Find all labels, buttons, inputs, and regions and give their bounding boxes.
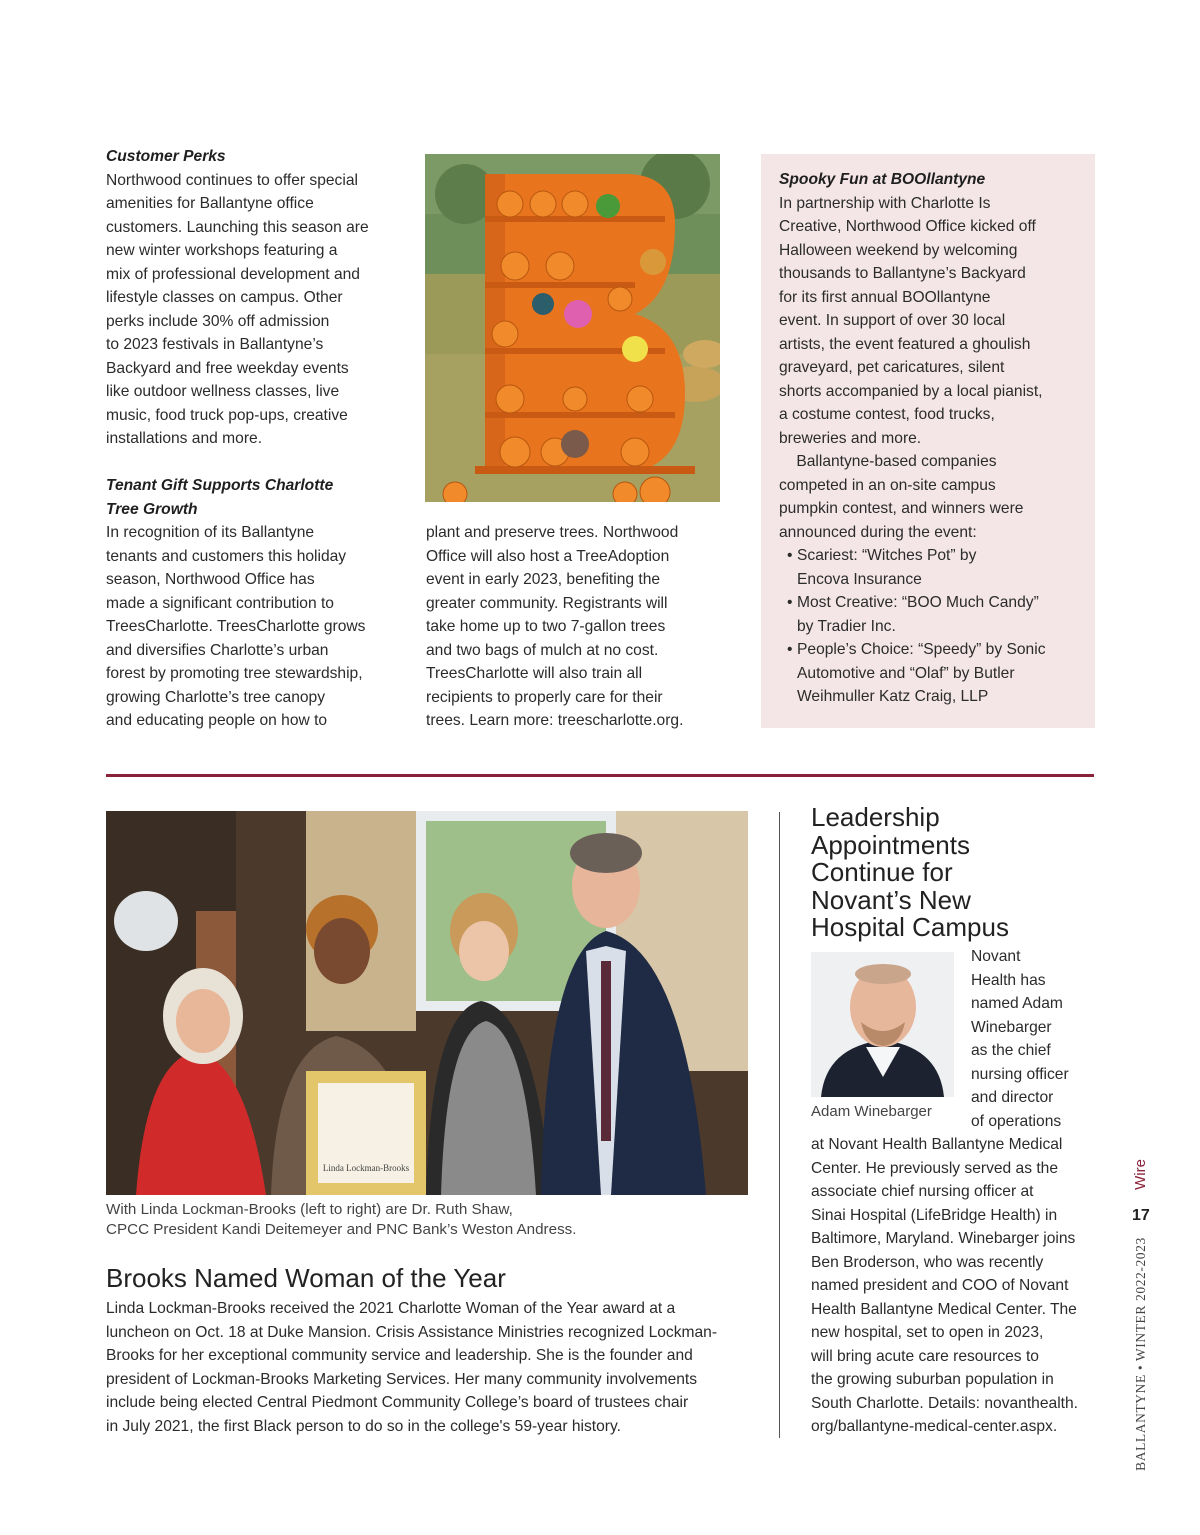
novant-side-lines — [971, 945, 1096, 1133]
page-number: 17 — [1132, 1207, 1150, 1224]
customer-perks-heading: Customer Perks — [106, 148, 226, 165]
novant-headline-lines — [811, 804, 1071, 942]
text-line: luncheon on Oct. 18 at Duke Mansion. Crisis Assistance Ministries recognized Lockman- — [106, 1323, 718, 1341]
text-line: Northwood continues to offer special — [106, 171, 358, 189]
text-line: amenities for Ballantyne office — [106, 195, 314, 212]
text-line: Continue for — [811, 857, 953, 887]
text-line: take home up to two 7-gallon trees — [426, 618, 666, 635]
text-line: in July 2021, the first Black person to do so in the college's 59-year history. — [106, 1417, 621, 1435]
text-line: Hospital Campus — [811, 912, 1009, 942]
text-line: Novant — [971, 948, 1021, 965]
text-line: greater community. Registrants will — [426, 594, 668, 612]
text-line: new winter workshops featuring a — [106, 242, 338, 259]
text-line: installations and more. — [106, 430, 263, 447]
text-line: Halloween weekend by welcoming — [779, 241, 1018, 259]
tenant-gift-body-continued — [426, 521, 726, 733]
text-line: pumpkin contest, and winners were — [779, 500, 1024, 517]
section-label-text: Wire — [1131, 1159, 1149, 1190]
text-line: Appointments — [811, 829, 970, 860]
text-line: made a significant contribution to — [106, 594, 334, 612]
text-line: customers. Launching this season are — [106, 218, 369, 236]
publication-name: BALLANTYNE — [1133, 1374, 1148, 1471]
column-2 — [426, 521, 726, 733]
novant-headline — [811, 804, 1071, 942]
text-line: nursing officer — [971, 1065, 1069, 1083]
text-line: In recognition of its Ballantyne — [106, 524, 315, 541]
text-line: tenants and customers this holiday — [106, 547, 347, 565]
text-line: growing Charlotte’s tree canopy — [106, 688, 326, 706]
boollantyne-body — [779, 192, 1089, 451]
novant-side-text — [971, 945, 1096, 1133]
brooks-headline: Brooks Named Woman of the Year — [106, 1263, 506, 1293]
text-line: Center. He previously served as the — [811, 1159, 1059, 1177]
pumpkin-b-illustration — [425, 154, 720, 502]
text-line: breweries and more. — [779, 429, 922, 447]
text-line: artists, the event featured a ghoulish — [779, 335, 1031, 353]
text-line: graveyard, pet caricatures, silent — [779, 359, 1005, 376]
novant-body-lines — [811, 1133, 1101, 1439]
text-line: for its first annual BOOllantyne — [779, 288, 991, 306]
plaque-text: Linda Lockman-Brooks — [322, 1163, 410, 1173]
issue-date: WINTER 2022-2023 — [1133, 1237, 1148, 1362]
column-divider — [779, 812, 780, 1438]
text-line: announced during the event: — [779, 523, 977, 541]
text-line: Winebarger — [971, 1018, 1052, 1036]
text-line: Novant’s New — [811, 884, 971, 915]
brooks-body — [106, 1297, 766, 1438]
contest-winner-item — [779, 638, 1089, 709]
text-line: Creative, Northwood Office kicked off — [779, 218, 1036, 235]
text-line: and two bags of mulch at no cost. — [426, 641, 659, 659]
text-line: to 2023 festivals in Ballantyne’s — [106, 336, 324, 353]
contest-winner-item — [779, 591, 1089, 638]
text-line: and director — [971, 1089, 1054, 1106]
text-line: thousands to Ballantyne’s Backyard — [779, 265, 1026, 282]
winner-line: • People’s Choice: “Speedy” by Sonic — [797, 641, 1046, 658]
text-line: at Novant Health Ballantyne Medical — [811, 1136, 1063, 1153]
text-line: and educating people on how to — [106, 712, 328, 729]
text-line: named Adam — [971, 995, 1063, 1012]
contest-winners-list — [779, 544, 1089, 709]
text-line: Sinai Hospital (LifeBridge Health) in — [811, 1206, 1058, 1224]
caption-line-1: With Linda Lockman-Brooks (left to right) are Dr. Ruth Shaw, — [106, 1201, 513, 1218]
text-line: music, food truck pop-ups, creative — [106, 406, 348, 424]
text-line: recipients to properly care for their — [426, 688, 663, 706]
text-line: president of Lockman-Brooks Marketing Services. Her many community involvements — [106, 1370, 698, 1388]
text-line: named president and COO of Novant — [811, 1277, 1069, 1294]
pumpkin-b-photo — [425, 154, 720, 502]
section-label — [1131, 1158, 1153, 1192]
text-line: and diversifies Charlotte’s urban — [106, 641, 329, 659]
adam-winebarger-photo — [811, 952, 954, 1097]
text-line: of operations — [971, 1112, 1062, 1130]
text-line: Health Ballantyne Medical Center. The — [811, 1300, 1077, 1318]
text-line: Brooks for her exceptional community service and leadership. She is the founder and — [106, 1347, 693, 1364]
brooks-photo-caption — [106, 1200, 756, 1239]
section-divider — [106, 774, 1094, 777]
boollantyne-heading: Spooky Fun at BOOllantyne — [779, 171, 986, 188]
contest-winner-item — [779, 544, 1089, 591]
text-line: Office will also host a TreeAdoption — [426, 547, 670, 565]
text-line: TreesCharlotte. TreesCharlotte grows — [106, 618, 366, 635]
text-line: associate chief nursing officer at — [811, 1183, 1034, 1200]
customer-perks-body — [106, 169, 406, 451]
text-line: Ballantyne-based companies — [779, 453, 997, 470]
caption-line-2: CPCC President Kandi Deitemeyer and PNC Bank’s Weston Andress. — [106, 1220, 577, 1238]
headshot-illustration — [811, 952, 954, 1097]
novant-body — [811, 1133, 1101, 1439]
text-line: a costume contest, food trucks, — [779, 406, 995, 423]
text-line: as the chief — [971, 1042, 1051, 1059]
text-line: Leadership — [811, 802, 940, 832]
brooks-body-lines — [106, 1297, 766, 1438]
publication-info — [1133, 1234, 1151, 1474]
text-line: event. In support of over 30 local — [779, 312, 1006, 329]
adam-winebarger-caption: Adam Winebarger — [811, 1103, 932, 1120]
text-line: Baltimore, Maryland. Winebarger joins — [811, 1230, 1076, 1247]
text-line: Health has — [971, 971, 1046, 989]
text-line: forest by promoting tree stewardship, — [106, 665, 363, 682]
winner-line: • Scariest: “Witches Pot” by — [797, 547, 977, 564]
text-line: org/ballantyne-medical-center.aspx. — [811, 1418, 1058, 1435]
winner-line: Automotive and “Olaf” by Butler — [797, 664, 1015, 682]
text-line: trees. Learn more: treescharlotte.org. — [426, 712, 684, 729]
boollantyne-sidebar-text — [779, 168, 1089, 709]
winner-line: by Tradier Inc. — [797, 617, 896, 635]
tenant-gift-body — [106, 521, 406, 733]
text-line: lifestyle classes on campus. Other — [106, 289, 343, 306]
text-line: South Charlotte. Details: novanthealth. — [811, 1394, 1078, 1412]
text-line: perks include 30% off admission — [106, 312, 330, 330]
text-line: mix of professional development and — [106, 265, 360, 283]
pumpkin-contest-intro — [779, 450, 1089, 544]
text-line: shorts accompanied by a local pianist, — [779, 382, 1043, 400]
winner-line: • Most Creative: “BOO Much Candy” — [797, 594, 1039, 611]
folio-separator: • — [1133, 1364, 1148, 1371]
brooks-group-photo — [106, 811, 748, 1195]
text-line: competed in an on-site campus — [779, 476, 996, 494]
text-line: event in early 2023, benefiting the — [426, 571, 661, 588]
text-line: Ben Broderson, who was recently — [811, 1253, 1044, 1271]
text-line: include being elected Central Piedmont Community College’s board of trustees chair — [106, 1394, 689, 1411]
text-line: season, Northwood Office has — [106, 571, 315, 588]
text-line: TreesCharlotte will also train all — [426, 665, 643, 682]
winner-line: Weihmuller Katz Craig, LLP — [797, 688, 989, 705]
column-1 — [106, 145, 406, 733]
text-line: will bring acute care resources to — [811, 1347, 1039, 1365]
group-photo-illustration — [106, 811, 748, 1195]
text-line: like outdoor wellness classes, live — [106, 383, 340, 400]
text-line: new hospital, set to open in 2023, — [811, 1324, 1044, 1341]
tenant-gift-heading-line-1: Tenant Gift Supports Charlotte — [106, 477, 334, 494]
tenant-gift-heading-line-2: Tree Growth — [106, 500, 198, 518]
text-line: the growing suburban population in — [811, 1371, 1054, 1388]
text-line: In partnership with Charlotte Is — [779, 194, 991, 212]
text-line: Backyard and free weekday events — [106, 359, 349, 377]
text-line: plant and preserve trees. Northwood — [426, 524, 679, 541]
winner-line: Encova Insurance — [797, 570, 922, 588]
text-line: Linda Lockman-Brooks received the 2021 Charlotte Woman of the Year award at a — [106, 1300, 676, 1317]
